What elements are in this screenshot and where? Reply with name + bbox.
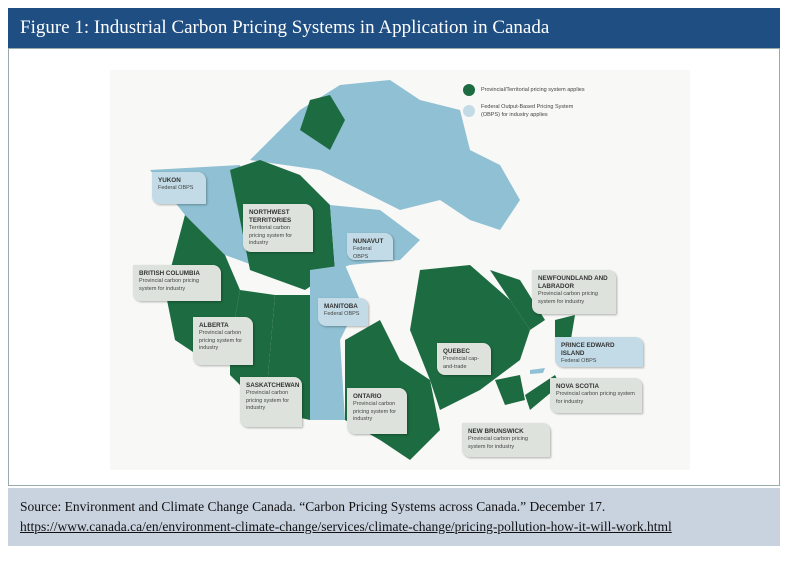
region-description: Provincial carbon pricing system for industry bbox=[468, 436, 528, 450]
region-label-british-columbia bbox=[133, 265, 221, 301]
region-description: Provincial carbon pricing system for industry bbox=[353, 401, 397, 422]
region-label-manitoba bbox=[318, 298, 368, 326]
region-description: Provincial carbon pricing system for industry bbox=[199, 330, 243, 351]
region-description: Provincial carbon pricing system for industry bbox=[139, 278, 199, 292]
region-name: QUEBEC bbox=[443, 348, 470, 355]
region-label-nunavut bbox=[347, 233, 393, 260]
region-label-northwest-territories bbox=[243, 204, 313, 252]
region-description: Federal OBPS bbox=[561, 358, 597, 364]
region-name: NEW BRUNSWICK bbox=[468, 428, 524, 435]
legend-provincial-swatch bbox=[463, 84, 475, 96]
region-description: Provincial carbon pricing system for industry bbox=[556, 391, 635, 405]
region-label-prince-edward-island bbox=[555, 337, 643, 367]
region-description: Territorial carbon pricing system for industry bbox=[249, 225, 293, 246]
source-note bbox=[8, 488, 780, 546]
source-text: Source: Environment and Climate Change Canada. “Carbon Pricing Systems across Canada.” December 17. bbox=[20, 499, 606, 514]
region-label-quebec bbox=[437, 343, 491, 375]
legend-federal-swatch bbox=[463, 105, 475, 117]
region-description: Federal OBPS bbox=[353, 246, 372, 260]
region-label-ontario bbox=[347, 388, 407, 434]
region-name: ALBERTA bbox=[199, 322, 229, 329]
region-name: MANITOBA bbox=[324, 303, 358, 310]
figure-title: Figure 1: Industrial Carbon Pricing Systems in Application in Canada bbox=[8, 8, 780, 48]
region-name: ONTARIO bbox=[353, 393, 382, 400]
region-label-alberta bbox=[193, 317, 253, 365]
region-name: PRINCE EDWARD ISLAND bbox=[561, 342, 615, 357]
region-description: Provincial carbon pricing system for industry bbox=[246, 390, 290, 411]
legend-provincial: Provincial/Territorial pricing system applies bbox=[481, 87, 585, 93]
region-label-nova-scotia bbox=[550, 378, 642, 413]
region-label-saskatchewan bbox=[240, 377, 302, 427]
region-label-yukon bbox=[152, 172, 206, 204]
region-description: Provincial cap-and-trade bbox=[443, 356, 480, 370]
region-label-new-brunswick bbox=[462, 423, 550, 457]
region-name: NUNAVUT bbox=[353, 238, 384, 245]
region-label-newfoundland-and-labrador bbox=[532, 270, 616, 314]
region-name: SASKATCHEWAN bbox=[246, 382, 300, 389]
region-description: Provincial carbon pricing system for industry bbox=[538, 291, 598, 305]
source-link[interactable]: https://www.canada.ca/en/environment-climate-change/services/climate-change/pricing-pollution-how-it-will-work.html bbox=[20, 519, 672, 534]
region-description: Federal OBPS bbox=[324, 311, 360, 317]
legend-federal: Federal Output-Based Pricing System (OBPS) for industry applies bbox=[481, 104, 574, 118]
region-name: NOVA SCOTIA bbox=[556, 383, 600, 390]
region-description: Federal OBPS bbox=[158, 185, 194, 191]
region-name: YUKON bbox=[158, 177, 181, 184]
region-name: NEWFOUNDLAND AND LABRADOR bbox=[538, 275, 608, 290]
region-name: BRITISH COLUMBIA bbox=[139, 270, 200, 277]
region-name: NORTHWEST TERRITORIES bbox=[249, 209, 292, 224]
